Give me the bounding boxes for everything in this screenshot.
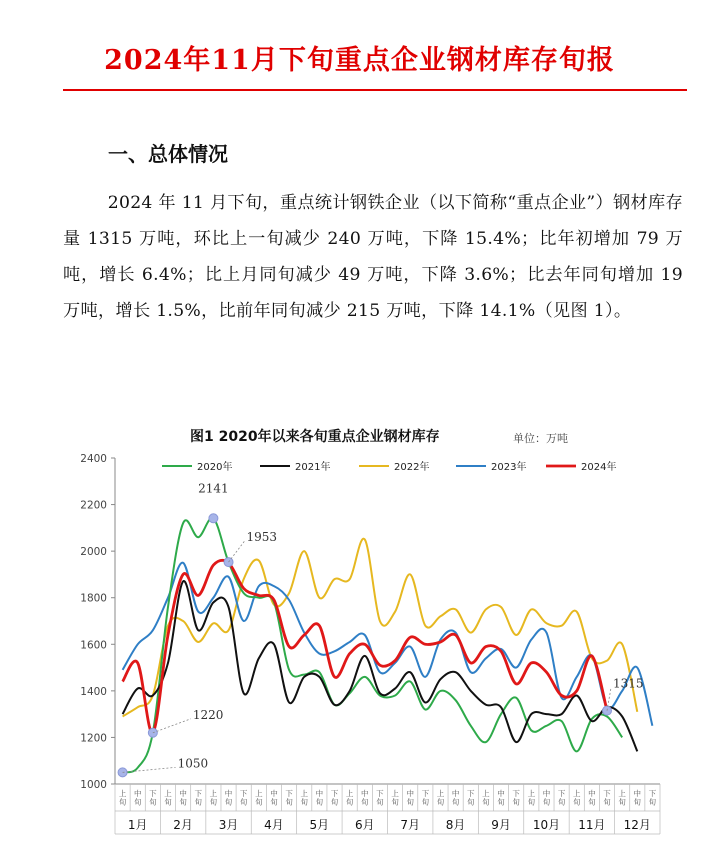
x-tick-label: 下旬	[421, 789, 430, 807]
x-tick-label: 下旬	[467, 789, 475, 807]
x-tick-label: 中旬	[179, 789, 187, 807]
y-tick-label: 1200	[80, 732, 107, 745]
x-tick-label: 中旬	[542, 789, 551, 807]
y-tick-label: 1000	[80, 779, 107, 791]
legend-label: 2021年	[295, 462, 331, 473]
month-label: 6月	[354, 818, 375, 832]
month-label: 10月	[532, 818, 561, 832]
month-label: 11月	[578, 818, 606, 832]
report-title: 2024年11月下旬重点企业钢材库存旬报	[104, 45, 615, 76]
month-label: 1月	[127, 818, 148, 832]
summary-paragraph: 2024 年 11 月下旬，重点统计钢铁企业（以下简称“重点企业”）钢材库存量 1315 万吨，环比上一旬减少 240 万吨，下降 15.4%；比年初增加 79 万吨，增长 6.4%；比上月同旬减少 49 万吨，下降 3.6%；比去年同旬增加 19 万吨，增长 1.5%，比前年同旬减少 215 万吨，下降 14.1%（见图 1）。	[63, 193, 683, 321]
x-tick-label: 上旬	[209, 789, 218, 807]
annotation-label: 1050	[177, 756, 209, 771]
x-tick-label: 下旬	[285, 789, 293, 807]
annotation-label: 1220	[192, 707, 224, 722]
x-tick-label: 中旬	[224, 789, 233, 807]
x-tick-label: 上旬	[118, 789, 127, 807]
legend-label: 2020年	[197, 462, 233, 473]
annotation-label: 1953	[246, 530, 278, 545]
chart-title: 图1 2020年以来各旬重点企业钢材库存	[190, 429, 440, 445]
series-line-2023年	[123, 563, 653, 726]
x-tick-label: 中旬	[315, 789, 324, 807]
y-tick-label: 1600	[80, 639, 107, 652]
series-line-2022年	[123, 539, 638, 717]
x-tick-label: 上旬	[164, 789, 172, 807]
x-tick-label: 中旬	[497, 789, 505, 807]
annotation-label: 2141	[198, 481, 229, 496]
x-tick-label: 下旬	[149, 789, 157, 807]
x-tick-label: 上旬	[255, 789, 263, 807]
x-tick-label: 中旬	[451, 789, 460, 807]
month-label: 3月	[218, 818, 239, 832]
x-tick-label: 下旬	[557, 789, 566, 807]
month-label: 7月	[400, 818, 421, 832]
chart-unit: 单位：万吨	[513, 432, 568, 445]
x-tick-label: 上旬	[618, 789, 626, 807]
x-tick-label: 上旬	[391, 789, 399, 807]
legend-label: 2023年	[491, 462, 527, 473]
legend-label: 2024年	[581, 462, 617, 473]
x-tick-label: 下旬	[512, 789, 520, 807]
x-tick-label: 中旬	[588, 789, 596, 807]
x-tick-label: 上旬	[345, 789, 354, 807]
month-label: 9月	[491, 818, 511, 832]
x-tick-label: 上旬	[300, 789, 308, 807]
month-label: 2月	[173, 818, 193, 832]
x-tick-label: 下旬	[330, 789, 339, 807]
series-line-2020年	[123, 518, 623, 773]
y-tick-label: 1800	[80, 592, 107, 605]
x-tick-label: 下旬	[239, 789, 248, 807]
x-tick-label: 中旬	[361, 789, 369, 807]
x-tick-label: 中旬	[133, 789, 142, 807]
annotation-label: 1315	[613, 676, 644, 691]
month-label: 8月	[445, 818, 466, 832]
x-tick-label: 下旬	[648, 789, 657, 807]
month-label: 4月	[264, 818, 284, 832]
y-tick-label: 1400	[80, 685, 107, 698]
x-tick-label: 中旬	[270, 789, 278, 807]
x-tick-label: 下旬	[194, 789, 203, 807]
y-tick-label: 2400	[80, 453, 107, 465]
x-tick-label: 下旬	[603, 789, 611, 807]
x-tick-label: 上旬	[527, 789, 536, 807]
x-tick-label: 上旬	[482, 789, 490, 807]
month-label: 5月	[309, 818, 330, 832]
x-tick-label: 中旬	[406, 789, 414, 807]
month-label: 12月	[623, 818, 651, 832]
y-tick-label: 2000	[80, 546, 107, 559]
x-tick-label: 中旬	[633, 789, 642, 807]
annotation-marker	[209, 514, 218, 523]
x-tick-label: 上旬	[572, 789, 581, 807]
legend-label: 2022年	[394, 462, 430, 473]
x-tick-label: 下旬	[376, 789, 384, 807]
x-tick-label: 上旬	[436, 789, 445, 807]
section-heading: 一、总体情况	[108, 142, 228, 166]
y-tick-label: 2200	[80, 499, 107, 512]
annotation-leader	[153, 719, 191, 733]
